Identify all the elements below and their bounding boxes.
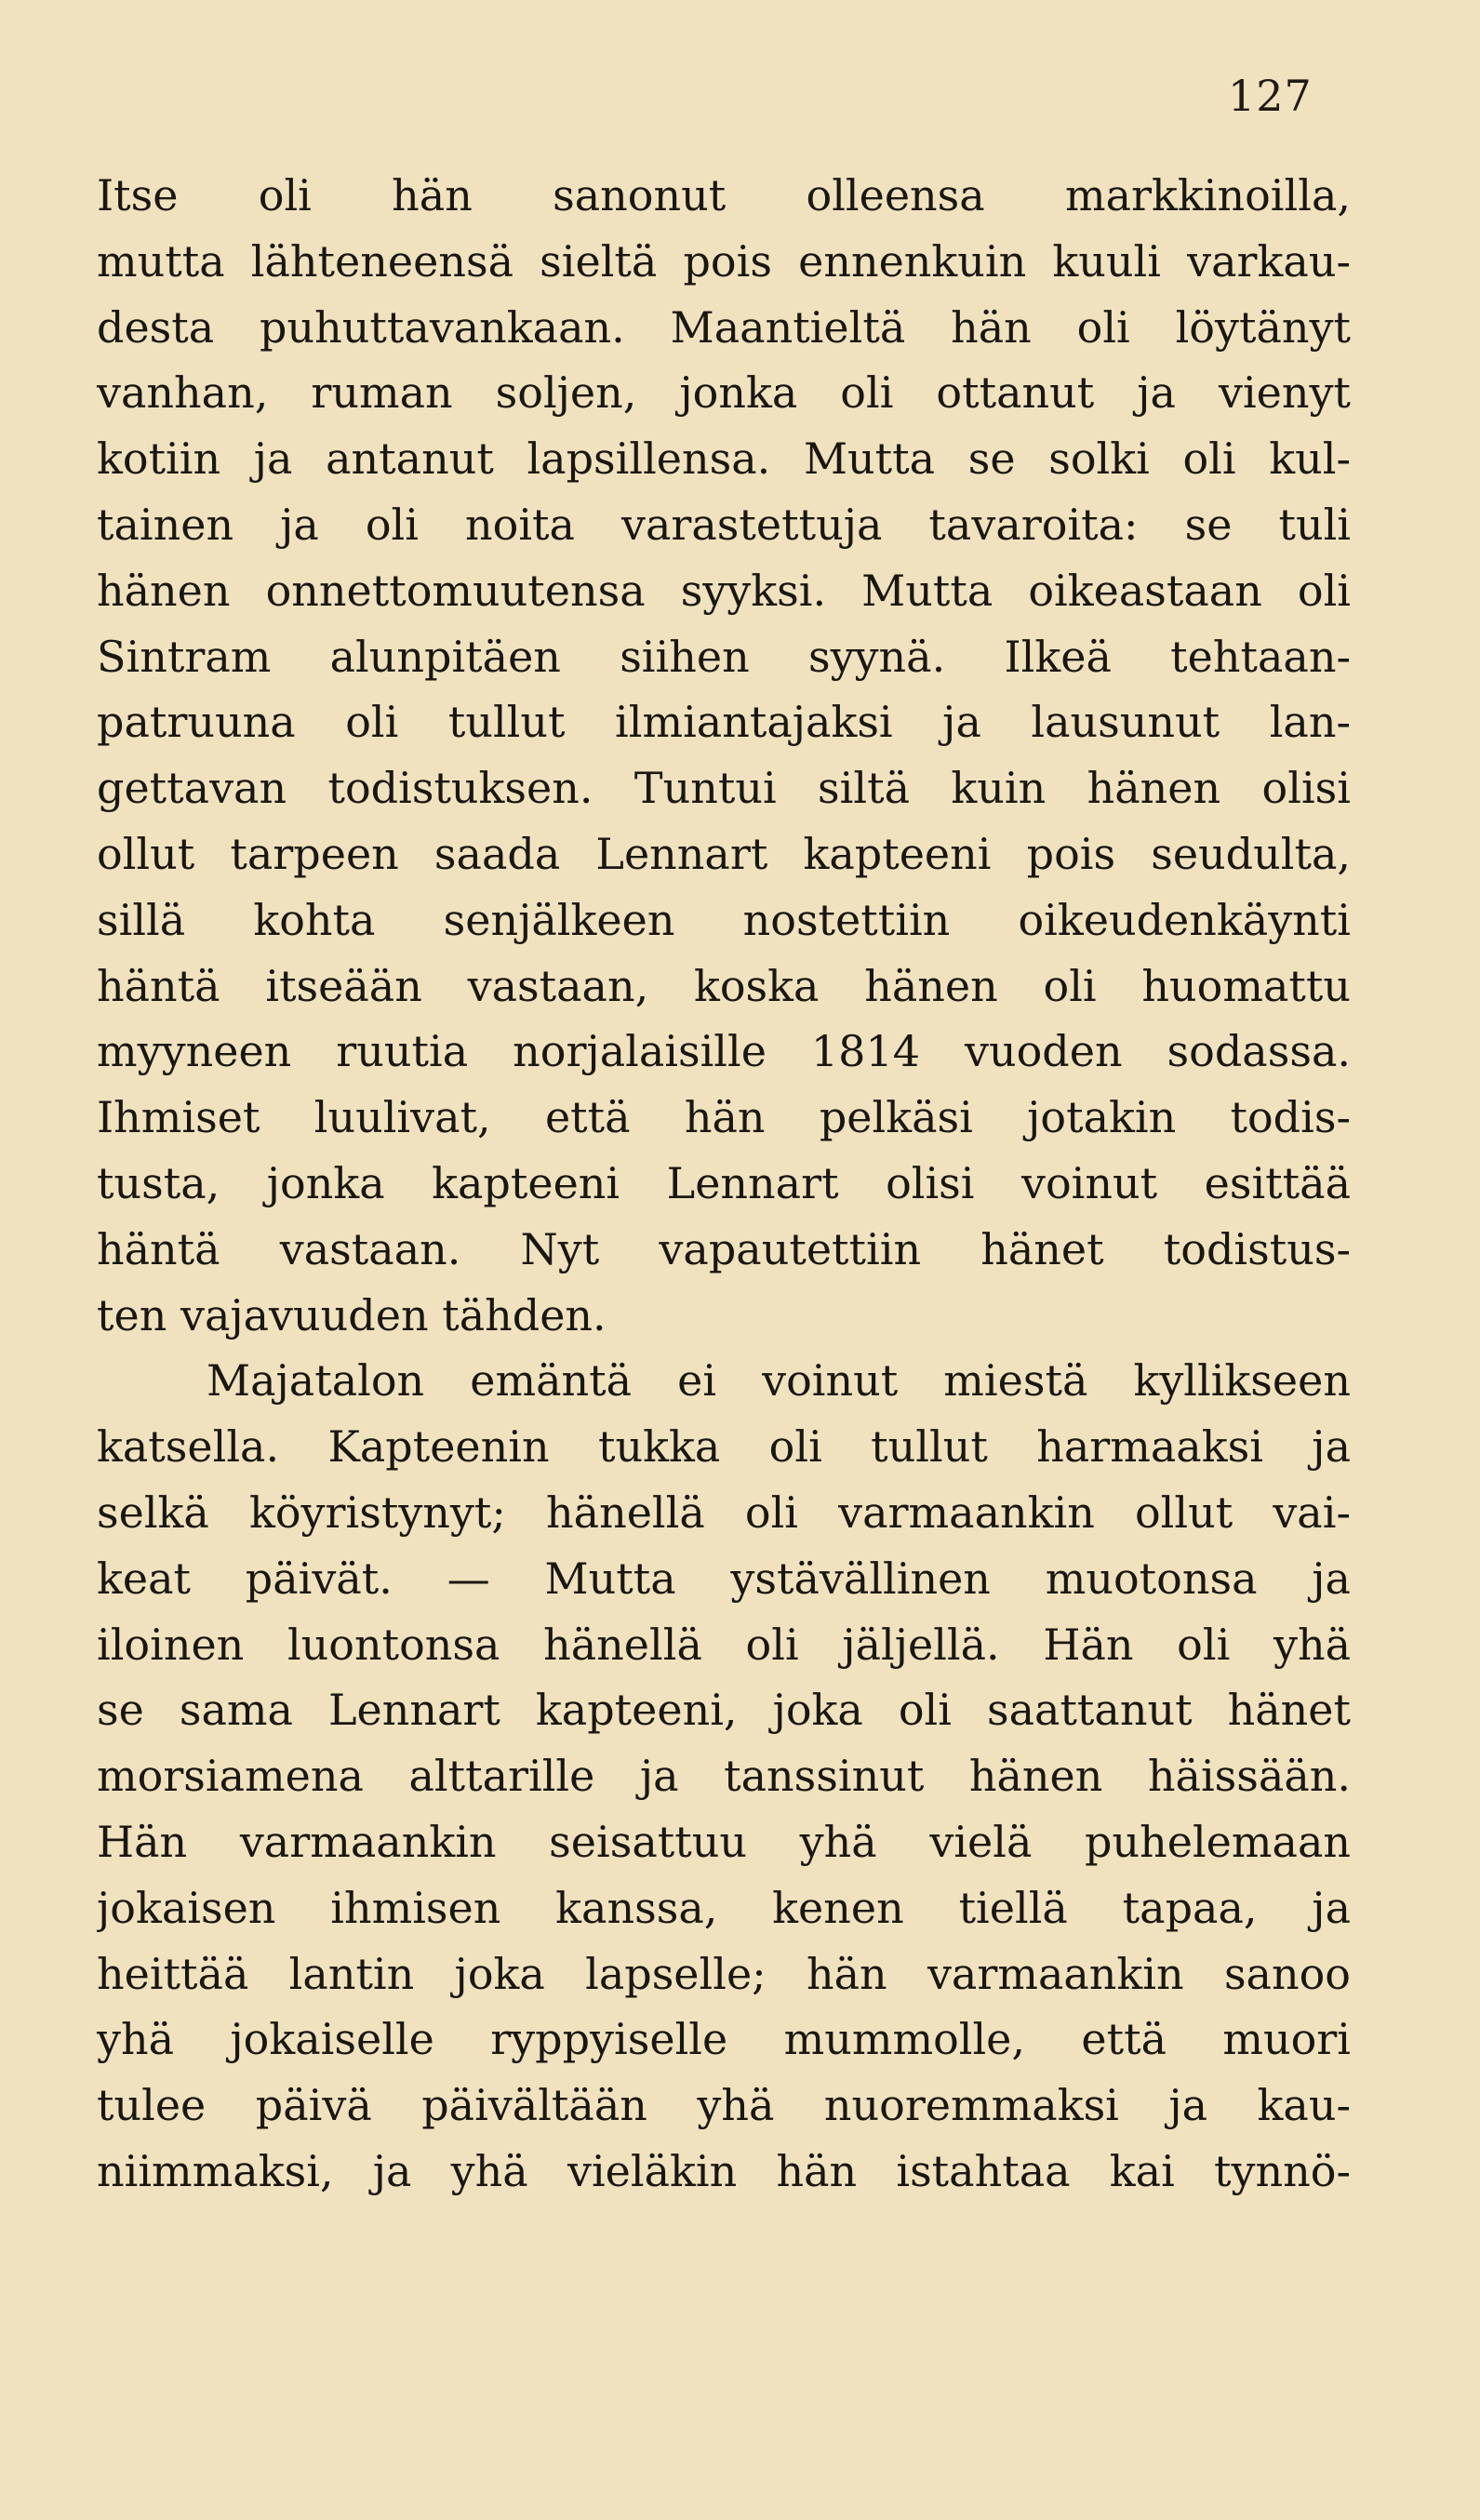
text-line: morsiamena alttarille ja tanssinut hänen häissään. [97, 1751, 1351, 1802]
text-line: tusta, jonka kapteeni Lennart olisi voinut esittää [97, 1157, 1351, 1208]
paragraph-end-line: ten vajavuuden tähden. [97, 1289, 607, 1340]
text-line: hänen onnettomuutensa syyksi. Mutta oikeastaan oli [97, 565, 1351, 616]
text-line: selkä köyristynyt; hänellä oli varmaankin ollut vai- [97, 1487, 1351, 1538]
text-line: vanhan, ruman soljen, jonka oli ottanut ja vienyt [97, 367, 1351, 419]
paragraph-start-line: Majatalon emäntä ei voinut miestä kyllikseen [207, 1355, 1351, 1407]
text-line: ollut tarpeen saada Lennart kapteeni pois seudulta, [97, 828, 1351, 879]
text-line: heittää lantin joka lapselle; hän varmaankin sanoo [97, 1948, 1351, 1999]
text-line: keat päivät. — Mutta ystävällinen muotonsa ja [97, 1553, 1351, 1604]
text-line: Sintram alunpitäen siihen syynä. Ilkeä tehtaan- [97, 631, 1351, 682]
text-line: häntä itseään vastaan, koska hänen oli huomattu [97, 960, 1351, 1011]
text-line: se sama Lennart kapteeni, joka oli saattanut hänet [97, 1685, 1351, 1736]
text-line: patruuna oli tullut ilmiantajaksi ja lausunut lan- [97, 697, 1351, 748]
text-line: Itse oli hän sanonut olleensa markkinoilla, [97, 170, 1351, 220]
text-line: gettavan todistuksen. Tuntui siltä kuin hänen olisi [97, 763, 1351, 814]
text-line: iloinen luontonsa hänellä oli jäljellä. Hän oli yhä [97, 1619, 1351, 1670]
page-number: 127 [1228, 71, 1313, 121]
text-line: tulee päivä päivältään yhä nuoremmaksi ja kau- [97, 2080, 1351, 2131]
text-line: häntä vastaan. Nyt vapautettiin hänet todistus- [97, 1223, 1351, 1274]
text-line: tainen ja oli noita varastettuja tavaroita: se tuli [97, 499, 1351, 550]
text-line: niimmaksi, ja yhä vieläkin hän istahtaa kai tynnö- [97, 2145, 1351, 2196]
text-line: myyneen ruutia norjalaisille 1814 vuoden sodassa. [97, 1026, 1351, 1077]
text-line: jokaisen ihmisen kanssa, kenen tiellä tapaa, ja [97, 1882, 1351, 1933]
text-line: mutta lähteneensä sieltä pois ennenkuin kuuli varkau- [97, 235, 1351, 287]
text-line: Hän varmaankin seisattuu yhä vielä puhelemaan [97, 1816, 1351, 1867]
text-line: yhä jokaiselle ryppyiselle mummolle, että muori [97, 2014, 1351, 2065]
text-line: desta puhuttavankaan. Maantieltä hän oli löytänyt [97, 301, 1351, 353]
text-line: katsella. Kapteenin tukka oli tullut harmaaksi ja [97, 1421, 1351, 1473]
body-text [97, 163, 1351, 2205]
text-line: kotiin ja antanut lapsillensa. Mutta se solki oli kul- [97, 433, 1351, 485]
text-line: sillä kohta senjälkeen nostettiin oikeudenkäynti [97, 894, 1351, 945]
text-line: Ihmiset luulivat, että hän pelkäsi jotakin todis- [97, 1092, 1351, 1143]
